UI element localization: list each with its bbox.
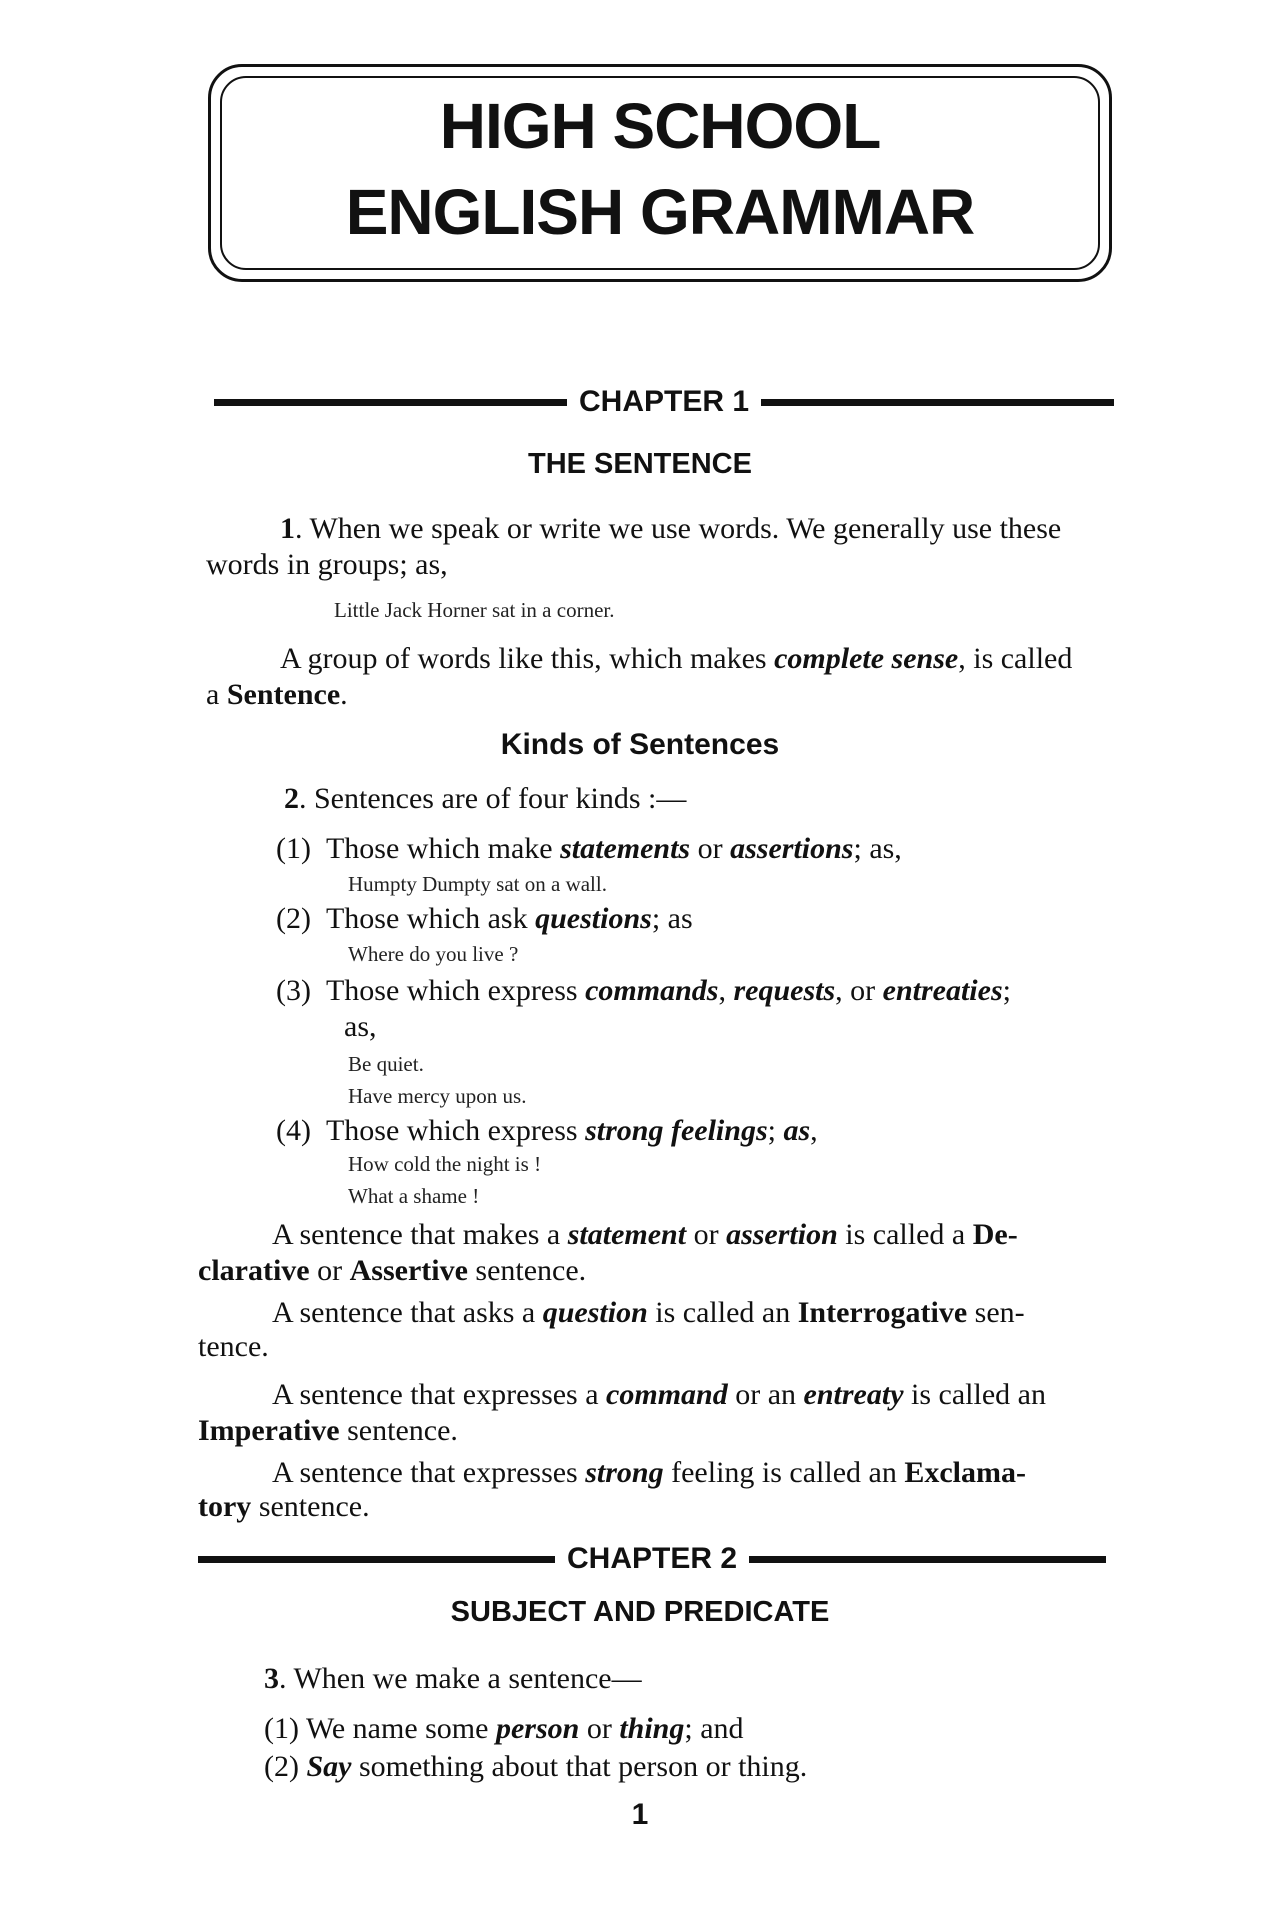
kind-2-example: Where do you live ? — [348, 942, 519, 966]
kind-3-as: as, — [344, 1010, 377, 1043]
chapter-2-title: SUBJECT AND PREDICATE — [450, 1596, 830, 1628]
example-1: Little Jack Horner sat in a corner. — [334, 598, 615, 622]
para-2-line-1: A group of words like this, which makes complete sense, is called — [280, 642, 1073, 675]
para-1-line-1: 1. When we speak or write we use words. We generally use these — [280, 512, 1062, 545]
subject-item-2: (2) Say something about that person or thing. — [264, 1750, 808, 1783]
chapter-2-header — [198, 1542, 1106, 1576]
chapter-1-header — [214, 385, 1114, 419]
kind-4-example-2: What a shame ! — [348, 1184, 480, 1208]
title-line-1: HIGH SCHOOL — [439, 90, 881, 162]
chapter-rule-left — [214, 399, 567, 406]
page-number: 1 — [631, 1798, 649, 1831]
kind-1: (1) Those which make statements or assertions; as, — [276, 832, 902, 865]
subject-item-1: (1) We name some person or thing; and — [264, 1712, 744, 1745]
kind-2: (2) Those which ask questions; as — [276, 902, 693, 935]
interrogative-line-1: A sentence that asks a question is called an Interrogative sen- — [272, 1296, 1025, 1329]
kind-4-example-1: How cold the night is ! — [348, 1152, 542, 1176]
para-4: 3. When we make a sentence— — [264, 1662, 642, 1695]
chapter-rule-left — [198, 1556, 555, 1563]
kind-1-example: Humpty Dumpty sat on a wall. — [348, 872, 607, 896]
chapter-1-label: CHAPTER 1 — [578, 385, 750, 418]
exclamatory-line-1: A sentence that expresses strong feeling is called an Exclama- — [272, 1456, 1026, 1489]
declarative-line-1: A sentence that makes a statement or assertion is called a De- — [272, 1218, 1018, 1251]
kind-3-example-2: Have mercy upon us. — [348, 1084, 527, 1108]
chapter-rule-right — [761, 399, 1114, 406]
interrogative-line-2: tence. — [198, 1330, 269, 1363]
chapter-rule-right — [749, 1556, 1106, 1563]
chapter-1-title: THE SENTENCE — [528, 448, 752, 480]
declarative-line-2: clarative or Assertive sentence. — [198, 1254, 587, 1287]
para-1-line-2: words in groups; as, — [206, 548, 448, 581]
kinds-heading: Kinds of Sentences — [500, 728, 780, 761]
para-2-line-2: a Sentence. — [206, 678, 348, 711]
kind-4: (4) Those which express strong feelings; as, — [276, 1114, 818, 1147]
chapter-2-label: CHAPTER 2 — [566, 1542, 738, 1575]
imperative-line-2: Imperative sentence. — [198, 1414, 458, 1447]
imperative-line-1: A sentence that expresses a command or an entreaty is called an — [272, 1378, 1046, 1411]
exclamatory-line-2: tory sentence. — [198, 1490, 370, 1523]
para-3: 2. Sentences are of four kinds :— — [284, 782, 687, 815]
title-line-2: ENGLISH GRAMMAR — [345, 176, 975, 248]
title-box — [208, 64, 1112, 282]
kind-3-example-1: Be quiet. — [348, 1052, 424, 1076]
kind-3: (3) Those which express commands, requests, or entreaties; — [276, 974, 1011, 1007]
